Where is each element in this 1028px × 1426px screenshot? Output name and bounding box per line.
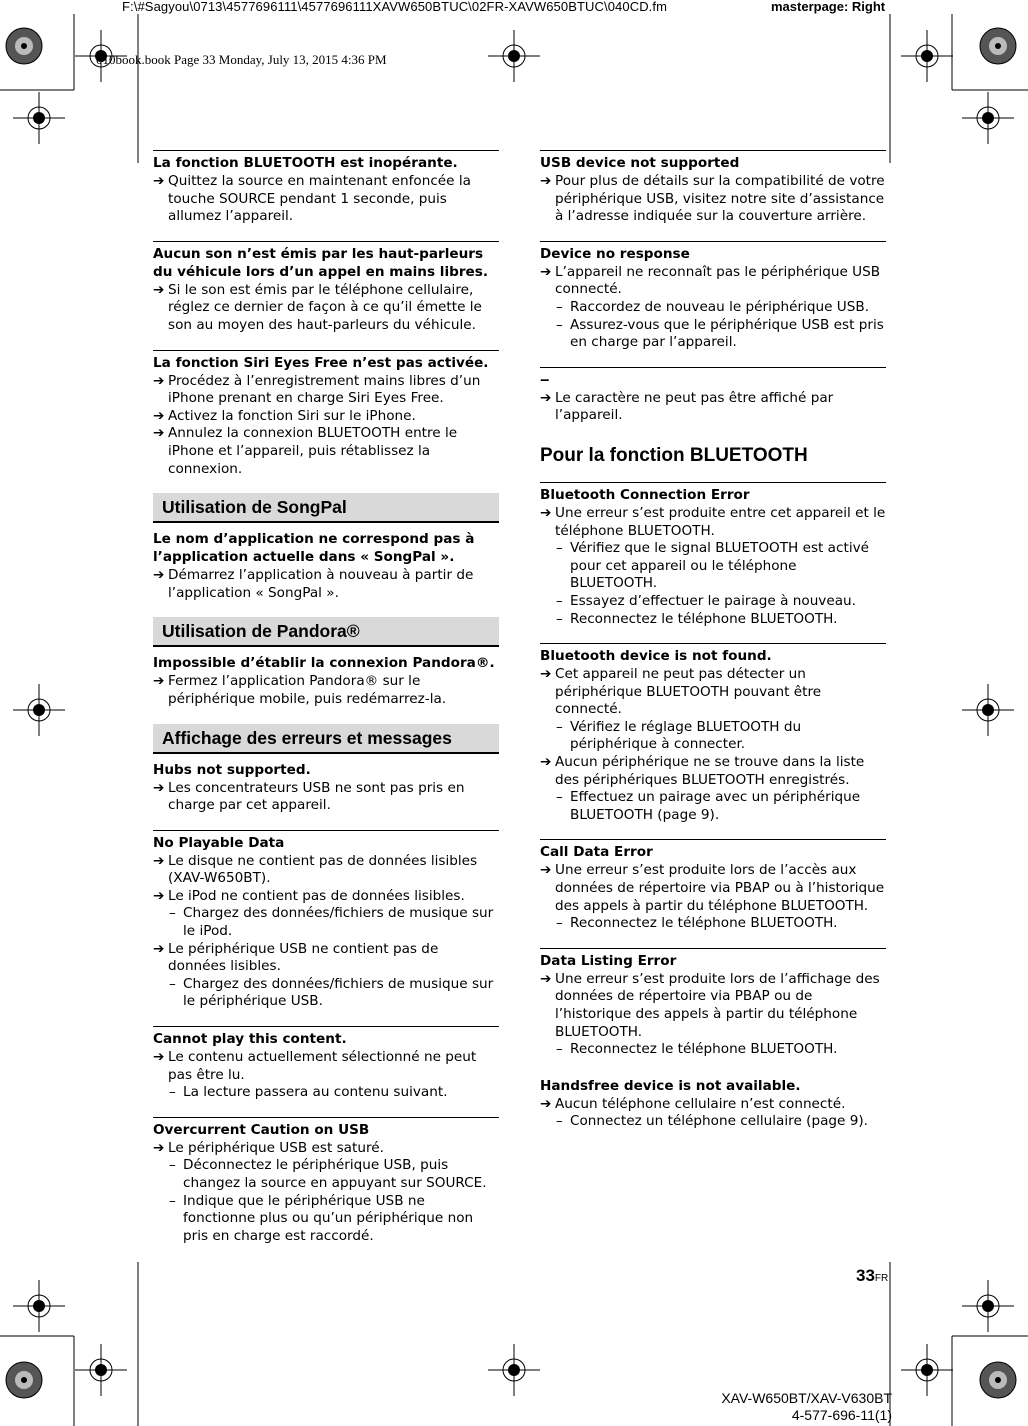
- file-path: F:\#Sagyou\0713\4577696111\4577696111XAVW650BTUC\02FR-XAVW650BTUC\040CD.fm: [122, 0, 668, 14]
- entry-title: USB device not supported: [540, 155, 740, 171]
- arrow-icon: ➔: [153, 425, 165, 442]
- color-bar-icon: [980, 1362, 1016, 1398]
- entry: [153, 830, 499, 1011]
- remedy-subitem: – Essayez d’effectuer le pairage à nouveau.: [556, 592, 856, 609]
- remedy-subitem: – Raccordez de nouveau le périphérique USB.: [556, 298, 870, 315]
- entry-title: Bluetooth device is not found.: [540, 648, 772, 665]
- registration-mark-icon: [13, 92, 65, 144]
- arrow-icon: ➔: [540, 862, 552, 879]
- color-bar-icon: [6, 28, 42, 64]
- arrow-icon: ➔: [540, 173, 552, 189]
- remedy-item: ➔ Une erreur s’est produite lors de l’accès aux données de répertoire via PBAP ou à l’historique des appels à partir du téléphone BLUETOOTH.: [540, 862, 885, 914]
- remedy-item: ➔ Le caractère ne peut pas être affiché par l’appareil.: [540, 389, 834, 424]
- remedy-item: ➔ Le périphérique USB ne contient pas de données lisibles.: [153, 940, 439, 975]
- arrow-icon: ➔: [540, 666, 552, 683]
- entry: [540, 948, 886, 1059]
- remedy-subitem: – Chargez des données/fichiers de musique sur le iPod.: [169, 905, 494, 940]
- entry: [540, 1074, 886, 1131]
- remedy-item: ➔ L’appareil ne reconnaît pas le périphérique USB connecté.: [540, 263, 881, 298]
- remedy-item: ➔ Procédez à l’enregistrement mains libres d’un iPhone prenant en charge Siri Eyes Free.: [153, 372, 481, 407]
- entry: [153, 350, 499, 479]
- remedy-item: ➔ Aucun téléphone cellulaire n’est connecté.: [540, 1095, 846, 1112]
- entry: [153, 1117, 499, 1246]
- arrow-icon: ➔: [153, 281, 165, 298]
- arrow-icon: ➔: [540, 389, 552, 406]
- arrow-icon: ➔: [540, 970, 552, 987]
- part-number: 4-577-696-11(1): [791, 1407, 892, 1423]
- entry-title: Handsfree device is not available.: [540, 1077, 801, 1094]
- entry-title: Le nom d’application ne correspond pas à l’application actuelle dans « SongPal ».: [153, 531, 475, 566]
- book-info: 010book.book Page 33 Monday, July 13, 2015 4:36 PM: [96, 52, 387, 67]
- remedy-item: ➔ Si le son est émis par le téléphone cellulaire, réglez ce dernier de façon à ce qu’il émette le son au moyen des haut-parleurs du véhicule.: [153, 281, 482, 333]
- registration-mark-icon: [488, 30, 540, 82]
- entry-title: Overcurrent Caution on USB: [153, 1121, 370, 1138]
- remedy-item: ➔ Fermez l’application Pandora® sur le périphérique mobile, puis redémarrez-la.: [153, 673, 447, 707]
- footer: [721, 1390, 892, 1424]
- section-heading: Pour la fonction BLUETOOTH: [540, 444, 808, 466]
- remedy-item: ➔ Annulez la connexion BLUETOOTH entre le iPhone et l’appareil, puis rétablissez la connexion.: [153, 425, 458, 477]
- arrow-icon: ➔: [153, 407, 165, 424]
- remedy-subitem: – Vérifiez le réglage BLUETOOTH du périphérique à connecter.: [556, 718, 802, 753]
- entry-title: La fonction Siri Eyes Free n’est pas activée.: [153, 354, 489, 371]
- entry: [540, 482, 886, 628]
- arrow-icon: ➔: [153, 852, 165, 869]
- remedy-item: ➔ Le iPod ne contient pas de données lisibles.: [153, 887, 465, 904]
- remedy-item: ➔ Aucun périphérique ne se trouve dans la liste des périphériques BLUETOOTH enregistrés.: [540, 754, 865, 788]
- registration-mark-icon: [901, 30, 953, 82]
- arrow-icon: ➔: [153, 173, 165, 189]
- remedy-subitem: – La lecture passera au contenu suivant.: [169, 1084, 448, 1101]
- arrow-icon: ➔: [540, 263, 552, 280]
- remedy-item: ➔ Les concentrateurs USB ne sont pas pris en charge par cet appareil.: [153, 779, 465, 814]
- entry-title: Call Data Error: [540, 844, 653, 861]
- remedy-subitem: – Reconnectez le téléphone BLUETOOTH.: [556, 915, 838, 932]
- color-bar-icon: [980, 28, 1016, 64]
- section-heading: Affichage des erreurs et messages: [153, 724, 499, 754]
- entry: [540, 643, 886, 824]
- remedy-item: ➔ Le contenu actuellement sélectionné ne peut pas être lu.: [153, 1049, 477, 1083]
- arrow-icon: ➔: [153, 673, 165, 690]
- entry-title: Device no response: [540, 245, 690, 262]
- entry: [153, 651, 499, 708]
- arrow-icon: ➔: [153, 372, 165, 389]
- registration-mark-icon: [962, 92, 1014, 144]
- remedy-subitem: – Reconnectez le téléphone BLUETOOTH.: [556, 1041, 838, 1058]
- registration-mark-icon: [75, 1344, 127, 1396]
- remedy-item: ➔ Démarrez l’application à nouveau à partir de l’application « SongPal ».: [153, 567, 474, 601]
- entry: [153, 241, 499, 335]
- registration-mark-icon: [13, 684, 65, 736]
- remedy-subitem: – Chargez des données/fichiers de musique sur le périphérique USB.: [169, 975, 494, 1010]
- remedy-subitem: – Reconnectez le téléphone BLUETOOTH.: [556, 610, 838, 627]
- entry-title: Aucun son n’est émis par les haut-parleurs du véhicule lors d’un appel en mains libres.: [153, 245, 489, 280]
- remedy-item: ➔ Quittez la source en maintenant enfoncée la touche SOURCE pendant 1 seconde, puis allumez l’appareil.: [153, 173, 471, 225]
- remedy-subitem: – Déconnectez le périphérique USB, puis changez la source en appuyant sur SOURCE.: [169, 1157, 487, 1191]
- remedy-item: ➔ Activez la fonction Siri sur le iPhone.: [153, 407, 416, 424]
- registration-mark-icon: [13, 1280, 65, 1332]
- entry: [153, 758, 499, 815]
- arrow-icon: ➔: [153, 567, 165, 584]
- entry: [540, 150, 886, 226]
- entry: [153, 527, 499, 602]
- entry-title: ‒: [540, 371, 550, 388]
- arrow-icon: ➔: [153, 940, 165, 957]
- entry: [540, 367, 886, 425]
- arrow-icon: ➔: [153, 1049, 165, 1066]
- registration-mark-icon: [488, 1344, 540, 1396]
- remedy-subitem: – Assurez-vous que le périphérique USB est pris en charge par l’appareil.: [556, 316, 884, 351]
- entry: [153, 1026, 499, 1102]
- remedy-item: ➔ Une erreur s’est produite lors de l’affichage des données de répertoire via PBAP ou de l’historique des appels à partir du téléphone BLUETOOTH.: [540, 970, 880, 1040]
- entry: [540, 241, 886, 352]
- model-number: XAV-W650BT/XAV-V630BT: [721, 1390, 892, 1406]
- entry-title: No Playable Data: [153, 834, 285, 851]
- arrow-icon: ➔: [540, 1095, 552, 1112]
- entry-title: La fonction BLUETOOTH est inopérante.: [153, 155, 458, 171]
- arrow-icon: ➔: [153, 887, 165, 904]
- registration-mark-icon: [901, 1344, 953, 1396]
- remedy-item: ➔ Cet appareil ne peut pas détecter un périphérique BLUETOOTH pouvant être connecté.: [540, 666, 822, 718]
- color-bar-icon: [6, 1362, 42, 1398]
- entry-title: Impossible d’établir la connexion Pandora®.: [153, 655, 495, 672]
- entry: [153, 150, 499, 226]
- arrow-icon: ➔: [153, 1139, 165, 1156]
- page-number: 33FR: [856, 1266, 889, 1285]
- masterpage-label: masterpage: Right: [771, 0, 886, 14]
- arrow-icon: ➔: [540, 504, 552, 521]
- remedy-subitem: – Vérifiez que le signal BLUETOOTH est activé pour cet appareil ou le téléphone BLUETOOTH.: [556, 540, 870, 592]
- arrow-icon: ➔: [153, 779, 165, 796]
- left-column: [153, 150, 499, 1260]
- remedy-item: ➔ Le disque ne contient pas de données lisibles (XAV-W650BT).: [153, 852, 478, 887]
- entry-title: Cannot play this content.: [153, 1031, 347, 1048]
- registration-mark-icon: [962, 684, 1014, 736]
- remedy-item: ➔ Pour plus de détails sur la compatibilité de votre périphérique USB, visitez notre site d’assistance à l’adresse indiquée sur la couverture arrière.: [540, 173, 885, 225]
- entry-title: Hubs not supported.: [153, 761, 311, 778]
- entry-title: Data Listing Error: [540, 952, 677, 969]
- remedy-item: ➔ Une erreur s’est produite entre cet appareil et le téléphone BLUETOOTH.: [540, 504, 886, 539]
- entry: [540, 839, 886, 932]
- section-heading: Utilisation de Pandora®: [153, 617, 499, 647]
- registration-mark-icon: [962, 1280, 1014, 1332]
- entry-title: Bluetooth Connection Error: [540, 486, 750, 503]
- remedy-item: ➔ Le périphérique USB est saturé.: [153, 1139, 384, 1156]
- remedy-subitem: – Effectuez un pairage avec un périphérique BLUETOOTH (page 9).: [556, 789, 861, 823]
- arrow-icon: ➔: [540, 754, 552, 771]
- right-column: [540, 150, 886, 1146]
- remedy-subitem: – Connectez un téléphone cellulaire (page 9).: [556, 1113, 868, 1130]
- remedy-subitem: – Indique que le périphérique USB ne fonctionne plus ou qu’un périphérique non pris en charge est raccordé.: [169, 1192, 474, 1244]
- section-heading: Utilisation de SongPal: [153, 493, 499, 523]
